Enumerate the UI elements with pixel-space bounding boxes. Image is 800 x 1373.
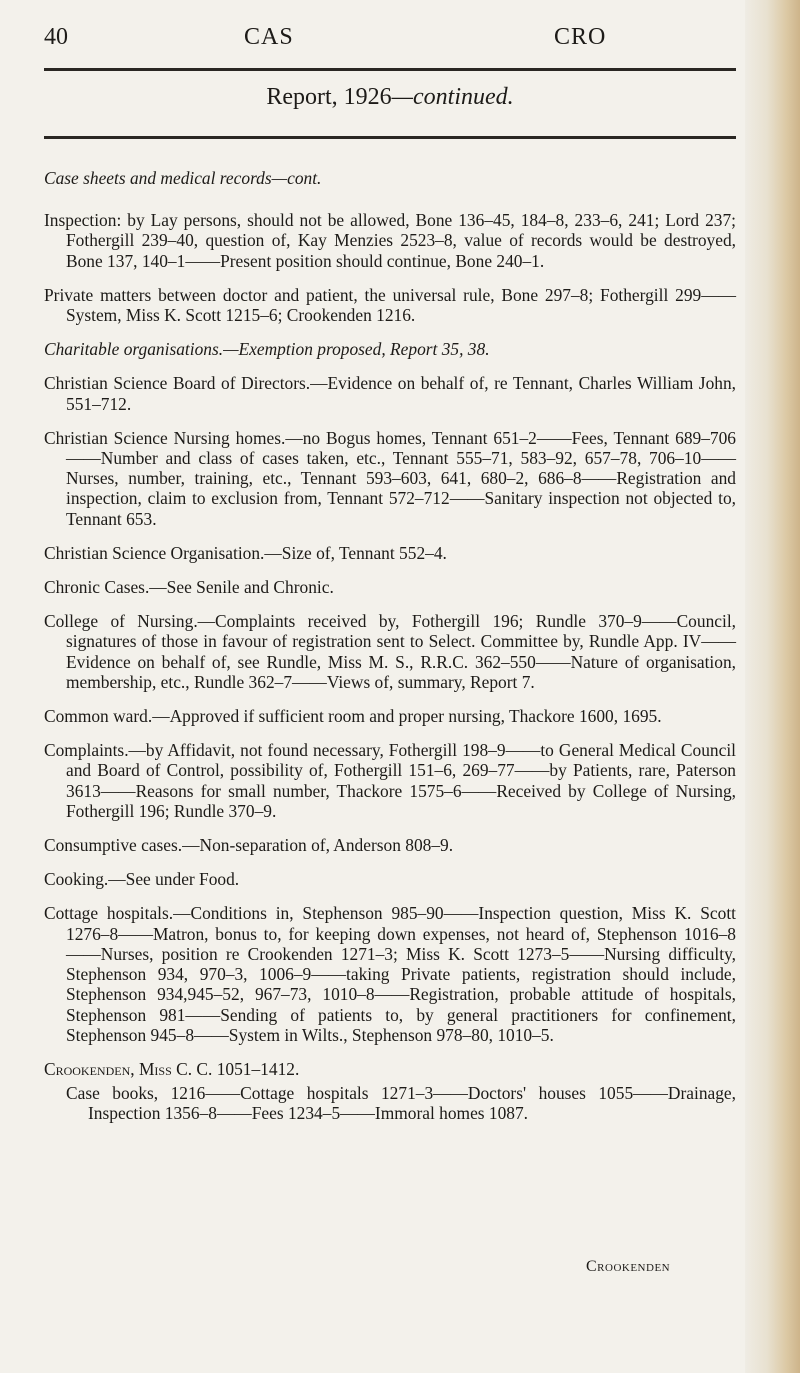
catchword: Crookenden <box>586 1258 671 1275</box>
index-subentry: Case books, 1216——Cottage hospitals 1271–3——Doctors' houses 1055——Drainage, Inspection 1356–8——Fees 1234–5——Immoral homes 1087. <box>66 1083 736 1124</box>
index-entry: Common ward.—Approved if sufficient room and proper nursing, Thackore 1600, 1695. <box>44 706 662 727</box>
index-entry: Inspection: by Lay persons, should not be allowed, Bone 136–45, 184–8, 233–6, 241; Lord 237; Fothergill 239–40, question of, Kay Menzies 2523–8, value of records would be destroyed, Bone 137, 140–1——Present position should continue, Bone 240–1. <box>44 210 736 271</box>
index-entry: Chronic Cases.—See Senile and Chronic. <box>44 577 334 598</box>
index-entry: Consumptive cases.—Non-separation of, Anderson 808–9. <box>44 835 454 856</box>
index-content <box>44 168 736 1138</box>
index-entry: Christian Science Nursing homes.—no Bogus homes, Tennant 651–2——Fees, Tennant 689–706——Number and class of cases taken, etc., Tennant 555–71, 583–92, 657–78, 706–10——Nurses, number, training, etc., Tennant 593–603, 641, 680–2, 686–8——Registration and inspection, claim to exclusion from, Tennant 572–712——Sanitary inspection not objected to, Tennant 653. <box>44 427 736 529</box>
index-entry: College of Nursing.—Complaints received by, Fothergill 196; Rundle 370–9——Council, signatures of those in favour of registration sent to Select. Committee by, Rundle App. IV——Evidence on behalf of, see Rundle, Miss M. S., R.R.C. 362–550——Nature of organisation, membership, etc., Rundle 362–7——Views of, summary, Report 7. <box>44 611 736 692</box>
index-entry-heading: Crookenden, Miss C. C. 1051–1412. <box>44 1058 300 1079</box>
index-entry: Cooking.—See under Food. <box>44 869 240 890</box>
page-edge-shadow <box>745 0 800 1373</box>
report-title <box>0 84 780 111</box>
index-entry: Christian Science Organisation.—Size of, Tennant 552–4. <box>44 542 447 563</box>
index-entry: Cottage hospitals.—Conditions in, Stephenson 985–90——Inspection question, Miss K. Scott 1276–8——Matron, bonus to, for keeping down expenses, not heard of, Stephenson 1016–8——Nurses, position re Crookenden 1271–3; Miss K. Scott 1273–5——Nursing difficulty, Stephenson 934, 970–3, 1006–9——taking Private patients, registration should include, Stephenson 934,945–52, 967–73, 1010–8——Registration, probable attitude of hospitals, Stephenson 981——Sending of patients to, by general practitioners for confinement, Stephenson 945–8——System in Wilts., Stephenson 978–80, 1010–5. <box>44 903 736 1045</box>
index-entry: Complaints.—by Affidavit, not found necessary, Fothergill 198–9——to General Medical Council and Board of Control, possibility of, Fothergill 151–6, 269–77——by Patients, rare, Paterson 3613——Reasons for small number, Thackore 1575–6——Received by College of Nursing, Fothergill 196; Rundle 370–9. <box>44 740 736 821</box>
report-title-main: Report, 1926 <box>266 84 392 110</box>
running-head <box>44 24 744 56</box>
page-number: 40 <box>44 24 68 50</box>
running-head-left-word: CAS <box>244 24 294 50</box>
running-head-right-word: CRO <box>554 24 607 50</box>
index-entry: Christian Science Board of Directors.—Evidence on behalf of, re Tennant, Charles William John, 551–712. <box>44 373 736 414</box>
section-title: Case sheets and medical records—cont. <box>44 168 322 188</box>
top-rule <box>44 68 736 71</box>
index-entry: Charitable organisations.—Exemption proposed, Report 35, 38. <box>44 339 490 360</box>
bottom-rule <box>44 136 736 139</box>
index-entry: Private matters between doctor and patient, the universal rule, Bone 297–8; Fothergill 299——System, Miss K. Scott 1215–6; Crookenden 1216. <box>44 284 736 326</box>
report-title-cont: —continued. <box>391 84 514 110</box>
